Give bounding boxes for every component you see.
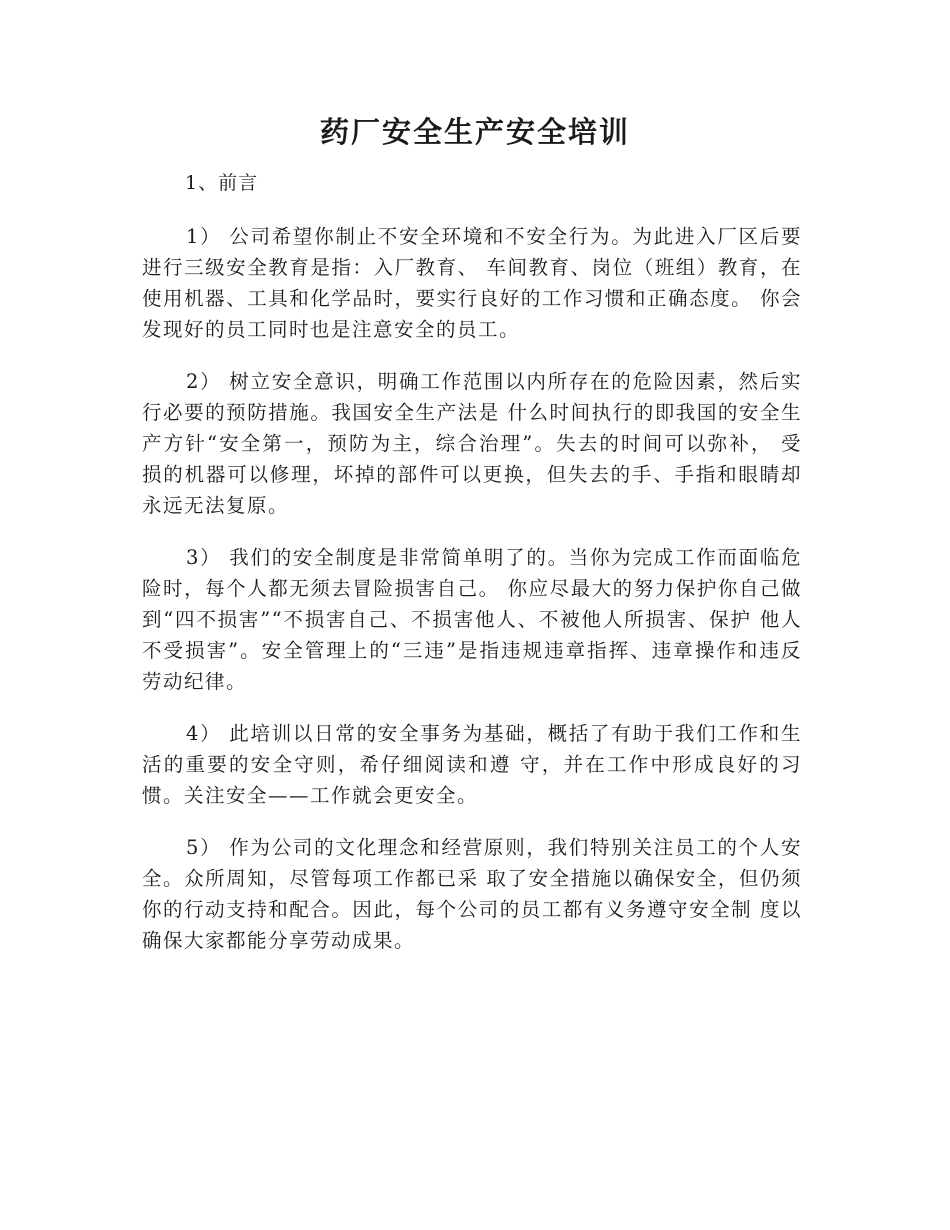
document-body (142, 221, 802, 977)
section-heading: 1、前言 (185, 172, 259, 194)
paragraph-4: 4） 此培训以日常的安全事务为基础，概括了有助于我们工作和生活的重要的安全守则，希仔细阅读和遵 守，并在工作中形成良好的习惯。关注安全——工作就会更安全。 (142, 722, 802, 807)
document-title: 药厂安全生产安全培训 (319, 115, 630, 149)
paragraph-5: 5） 作为公司的文化理念和经营原则，我们特别关注员工的个人安全。众所周知，尽管每项工作都已采 取了安全措施以确保安全，但仍须你的行动支持和配合。因此，每个公司的员工都有义务遵守安全制 度以确保大家都能分享劳动成果。 (142, 836, 802, 952)
paragraph-2: 2） 树立安全意识，明确工作范围以内所存在的危险因素，然后实行必要的预防措施。我国安全生产法是 什么时间执行的即我国的安全生产方针“安全第一，预防为主，综合治理”。失去的时间可以弥补， 受损的机器可以修理，坏掉的部件可以更换，但失去的手、手指和眼睛却永远无法复原。 (142, 370, 802, 517)
paragraph-1: 1） 公司希望你制止不安全环境和不安全行为。为此进入厂区后要进行三级安全教育是指：入厂教育、 车间教育、岗位（班组）教育，在使用机器、工具和化学品时，要实行良好的工作习惯和正确态度。 你会发现好的员工同时也是注意安全的员工。 (142, 225, 802, 341)
paragraph-3: 3） 我们的安全制度是非常简单明了的。当你为完成工作而面临危险时，每个人都无须去冒险损害自己。 你应尽最大的努力保护你自己做到“四不损害”“不损害自己、不损害他人、不被他人所损害、保护 他人不受损害”。安全管理上的“三违”是指违规违章指挥、违章操作和违反劳动纪律。 (142, 546, 802, 693)
